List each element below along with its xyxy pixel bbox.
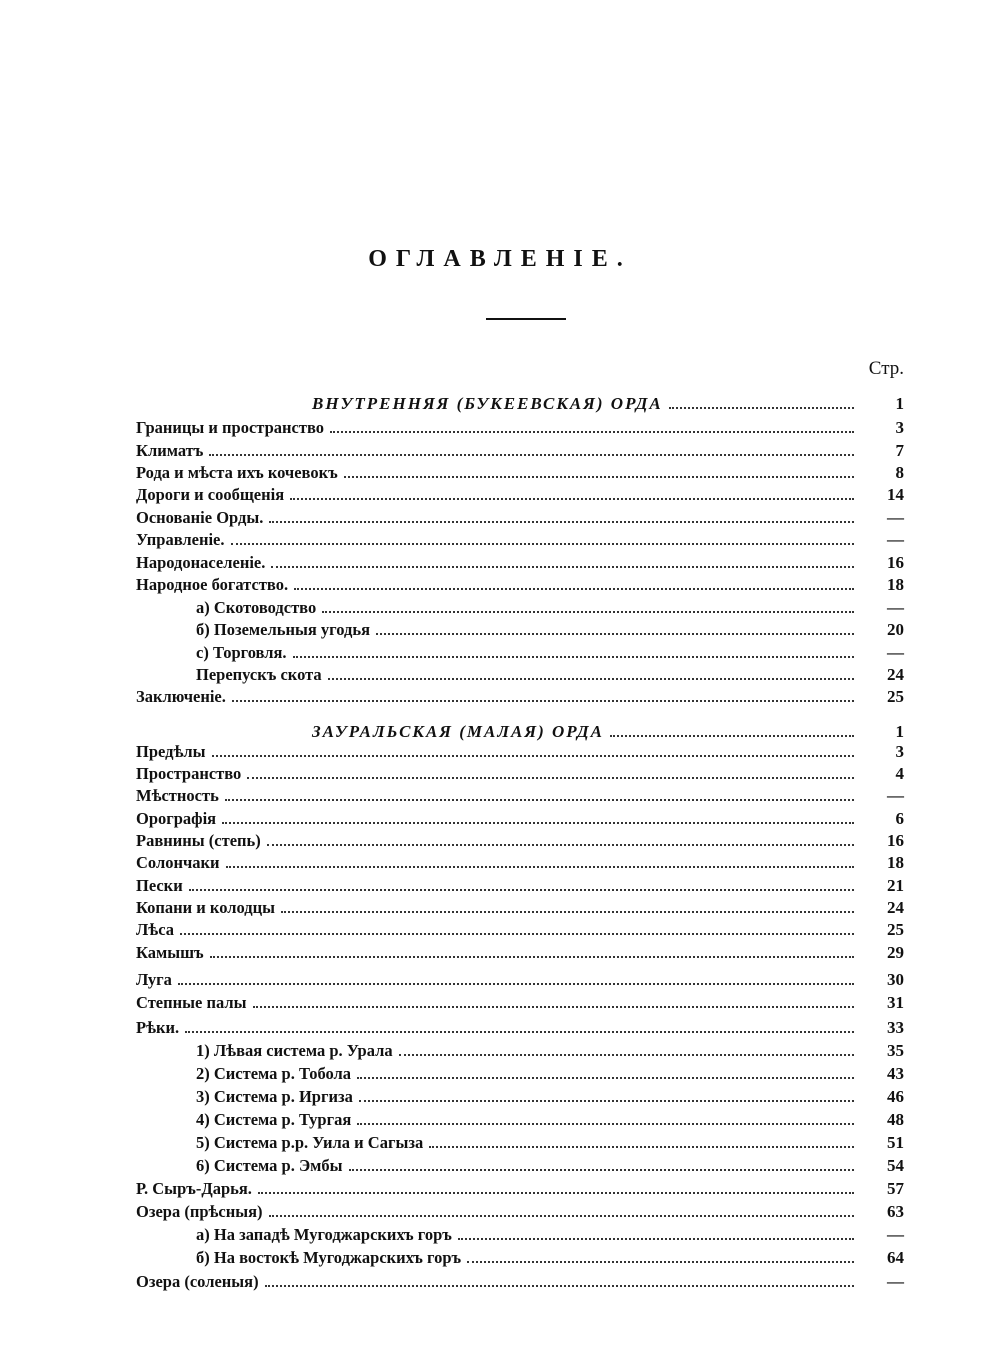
dot-leader bbox=[610, 734, 854, 737]
toc-page-number: 6 bbox=[895, 809, 904, 828]
toc-entry bbox=[0, 1202, 1000, 1224]
toc-section-title: ВНУТРЕННЯЯ (БУКЕЕВСКАЯ) ОРДА bbox=[312, 394, 663, 413]
dot-leader bbox=[226, 865, 854, 868]
dot-leader bbox=[265, 1284, 854, 1287]
toc-entry bbox=[0, 463, 1000, 485]
toc-entry bbox=[0, 1225, 1000, 1247]
dot-leader bbox=[271, 565, 854, 568]
toc-entry bbox=[0, 1179, 1000, 1201]
dot-leader bbox=[258, 1191, 854, 1194]
dot-leader bbox=[212, 754, 854, 757]
toc-entry-label: Народное богатство. bbox=[136, 575, 289, 594]
dot-leader bbox=[231, 542, 854, 545]
toc-entry bbox=[0, 1248, 1000, 1270]
dot-leader bbox=[247, 776, 854, 779]
toc-page-number: 7 bbox=[895, 441, 904, 460]
dot-leader bbox=[458, 1237, 854, 1240]
toc-entry bbox=[0, 575, 1000, 597]
toc-page-number: — bbox=[887, 508, 904, 527]
toc-entry bbox=[0, 665, 1000, 687]
dot-leader bbox=[429, 1145, 854, 1148]
toc-entry bbox=[0, 687, 1000, 709]
dot-leader bbox=[328, 677, 854, 680]
toc-entry bbox=[0, 485, 1000, 507]
toc-page-number: 57 bbox=[887, 1179, 904, 1198]
toc-page-number: 18 bbox=[887, 575, 904, 594]
toc-page-number: 54 bbox=[887, 1156, 904, 1175]
toc-entry-label: Солончаки bbox=[136, 853, 220, 872]
toc-entry-label: Лѣса bbox=[136, 920, 174, 939]
toc-page-number: 20 bbox=[887, 620, 904, 639]
toc-entry-label: Заключеніе. bbox=[136, 687, 226, 706]
toc-entry bbox=[0, 876, 1000, 898]
toc-page-number: 33 bbox=[887, 1018, 904, 1037]
toc-entry bbox=[0, 1156, 1000, 1178]
dot-leader bbox=[210, 955, 854, 958]
toc-entry bbox=[0, 643, 1000, 665]
toc-entry bbox=[0, 898, 1000, 920]
toc-entry bbox=[0, 1064, 1000, 1086]
toc-page-number: — bbox=[887, 530, 904, 549]
toc-page-number: 21 bbox=[887, 876, 904, 895]
toc-entry bbox=[0, 920, 1000, 942]
toc-entry-label: 4) Система р. Тургая bbox=[196, 1110, 352, 1129]
toc-entry-label: 6) Система р. Эмбы bbox=[196, 1156, 343, 1175]
toc-entry-label: с) Торговля. bbox=[196, 643, 287, 662]
dot-leader bbox=[222, 821, 854, 824]
toc-page-number: 25 bbox=[887, 687, 904, 706]
toc-entry-label: Народонаселеніе. bbox=[136, 553, 266, 572]
toc-page-number: 16 bbox=[887, 831, 904, 850]
toc-entry bbox=[0, 722, 1000, 744]
toc-entry bbox=[0, 742, 1000, 764]
toc-entry-label: Климатъ bbox=[136, 441, 204, 460]
toc-entry-label: Рода и мѣста ихъ кочевокъ bbox=[136, 463, 338, 482]
toc-entry bbox=[0, 1087, 1000, 1109]
toc-entry bbox=[0, 530, 1000, 552]
toc-entry bbox=[0, 394, 1000, 416]
toc-page-number: 64 bbox=[887, 1248, 904, 1267]
toc-page-number: 16 bbox=[887, 553, 904, 572]
dot-leader bbox=[178, 982, 854, 985]
toc-page-number: 48 bbox=[887, 1110, 904, 1129]
toc-page-number: 24 bbox=[887, 898, 904, 917]
toc-page-number: 31 bbox=[887, 993, 904, 1012]
dot-leader bbox=[349, 1168, 854, 1171]
toc-entry-label: 3) Система р. Иргиза bbox=[196, 1087, 353, 1106]
toc-page-number: — bbox=[887, 786, 904, 805]
toc-page-number: 43 bbox=[887, 1064, 904, 1083]
dot-leader bbox=[269, 1214, 854, 1217]
toc-entry bbox=[0, 553, 1000, 575]
toc-entry-label: Озера (соленыя) bbox=[136, 1272, 259, 1291]
toc-page-number: 1 bbox=[895, 722, 904, 741]
dot-leader bbox=[294, 587, 854, 590]
toc-entry bbox=[0, 764, 1000, 786]
toc-entry-label: б) Поземельныя угодья bbox=[196, 620, 370, 639]
toc-entry bbox=[0, 441, 1000, 463]
dot-leader bbox=[467, 1260, 854, 1263]
toc-page-number: 8 bbox=[895, 463, 904, 482]
toc-entry bbox=[0, 598, 1000, 620]
toc-page-number: — bbox=[887, 1272, 904, 1291]
toc-page-number: 18 bbox=[887, 853, 904, 872]
toc-entry bbox=[0, 1272, 1000, 1294]
dot-leader bbox=[209, 453, 854, 456]
toc-entry bbox=[0, 993, 1000, 1015]
toc-page-number: 1 bbox=[895, 394, 904, 413]
toc-page-number: 4 bbox=[895, 764, 904, 783]
dot-leader bbox=[290, 497, 854, 500]
toc-page-number: 35 bbox=[887, 1041, 904, 1060]
toc-entry-label: Пространство bbox=[136, 764, 242, 783]
dot-leader bbox=[357, 1076, 854, 1079]
dot-leader bbox=[669, 406, 854, 409]
dot-leader bbox=[399, 1053, 854, 1056]
dot-leader bbox=[189, 888, 854, 891]
toc-entry-label: Управленіе. bbox=[136, 530, 225, 549]
toc-page-number: — bbox=[887, 643, 904, 662]
dot-leader bbox=[185, 1030, 854, 1033]
toc-page-number: 30 bbox=[887, 970, 904, 989]
dot-leader bbox=[180, 932, 854, 935]
dot-leader bbox=[293, 655, 854, 658]
toc-entry bbox=[0, 786, 1000, 808]
dot-leader bbox=[232, 699, 854, 702]
toc-page-number: 46 bbox=[887, 1087, 904, 1106]
title-rule bbox=[486, 318, 566, 320]
toc-entry bbox=[0, 1133, 1000, 1155]
toc-entry-label: Луга bbox=[136, 970, 172, 989]
toc-page-number: — bbox=[887, 1225, 904, 1244]
toc-entry-label: 5) Система р.р. Уила и Сагыза bbox=[196, 1133, 424, 1152]
dot-leader bbox=[376, 632, 854, 635]
toc-section-title: ЗАУРАЛЬСКАЯ (МАЛАЯ) ОРДА bbox=[312, 722, 604, 741]
dot-leader bbox=[330, 430, 854, 433]
page-column-header: Стр. bbox=[868, 358, 904, 379]
page-title: ОГЛАВЛЕНІЕ. bbox=[368, 246, 632, 272]
toc-entry-label: Степные палы bbox=[136, 993, 247, 1012]
toc-entry bbox=[0, 508, 1000, 530]
toc-page-number: 29 bbox=[887, 943, 904, 962]
dot-leader bbox=[357, 1122, 854, 1125]
toc-entry-label: Р. Сыръ-Дарья. bbox=[136, 1179, 252, 1198]
toc-entry bbox=[0, 620, 1000, 642]
toc-entry-label: Рѣки. bbox=[136, 1018, 180, 1037]
dot-leader bbox=[322, 610, 854, 613]
toc-entry-label: Озера (прѣсныя) bbox=[136, 1202, 263, 1221]
toc-entry-label: Равнины (степь) bbox=[136, 831, 261, 850]
toc-entry-label: б) На востокѣ Мугоджарскихъ горъ bbox=[196, 1248, 462, 1267]
toc-entry-label: 2) Система р. Тобола bbox=[196, 1064, 352, 1083]
dot-leader bbox=[253, 1005, 854, 1008]
dot-leader bbox=[344, 475, 854, 478]
toc-entry bbox=[0, 418, 1000, 440]
toc-page-number: 25 bbox=[887, 920, 904, 939]
toc-entry-label: 1) Лѣвая система р. Урала bbox=[196, 1041, 393, 1060]
toc-entry-label: Камышъ bbox=[136, 943, 204, 962]
toc-entry-label: Основаніе Орды. bbox=[136, 508, 264, 527]
toc-page-number: 24 bbox=[887, 665, 904, 684]
toc-entry-label: Копани и колодцы bbox=[136, 898, 276, 917]
toc-page-number: 3 bbox=[895, 418, 904, 437]
toc-entry bbox=[0, 970, 1000, 992]
toc-entry-label: Дороги и сообщенія bbox=[136, 485, 285, 504]
toc-entry bbox=[0, 831, 1000, 853]
toc-entry bbox=[0, 853, 1000, 875]
toc-entry-label: Предѣлы bbox=[136, 742, 206, 761]
toc-entry-label: а) Скотоводство bbox=[196, 598, 317, 617]
toc-page-number: 3 bbox=[895, 742, 904, 761]
toc-entry-label: а) На западѣ Мугоджарскихъ горъ bbox=[196, 1225, 452, 1244]
toc-page-number: 51 bbox=[887, 1133, 904, 1152]
toc-page-number: — bbox=[887, 598, 904, 617]
toc-page-number: 14 bbox=[887, 485, 904, 504]
dot-leader bbox=[267, 843, 854, 846]
dot-leader bbox=[225, 798, 854, 801]
toc-entry-label: Пески bbox=[136, 876, 183, 895]
toc-entry bbox=[0, 1018, 1000, 1040]
toc-entry bbox=[0, 1110, 1000, 1132]
toc-entry bbox=[0, 943, 1000, 965]
toc-entry-label: Орографія bbox=[136, 809, 217, 828]
dot-leader bbox=[281, 910, 854, 913]
dot-leader bbox=[359, 1099, 854, 1102]
toc-page-number: 63 bbox=[887, 1202, 904, 1221]
toc-entry-label: Перепускъ скота bbox=[196, 665, 322, 684]
toc-entry-label: Мѣстность bbox=[136, 786, 219, 805]
toc-entry bbox=[0, 809, 1000, 831]
toc-entry bbox=[0, 1041, 1000, 1063]
dot-leader bbox=[269, 520, 854, 523]
toc-entry-label: Границы и пространство bbox=[136, 418, 325, 437]
